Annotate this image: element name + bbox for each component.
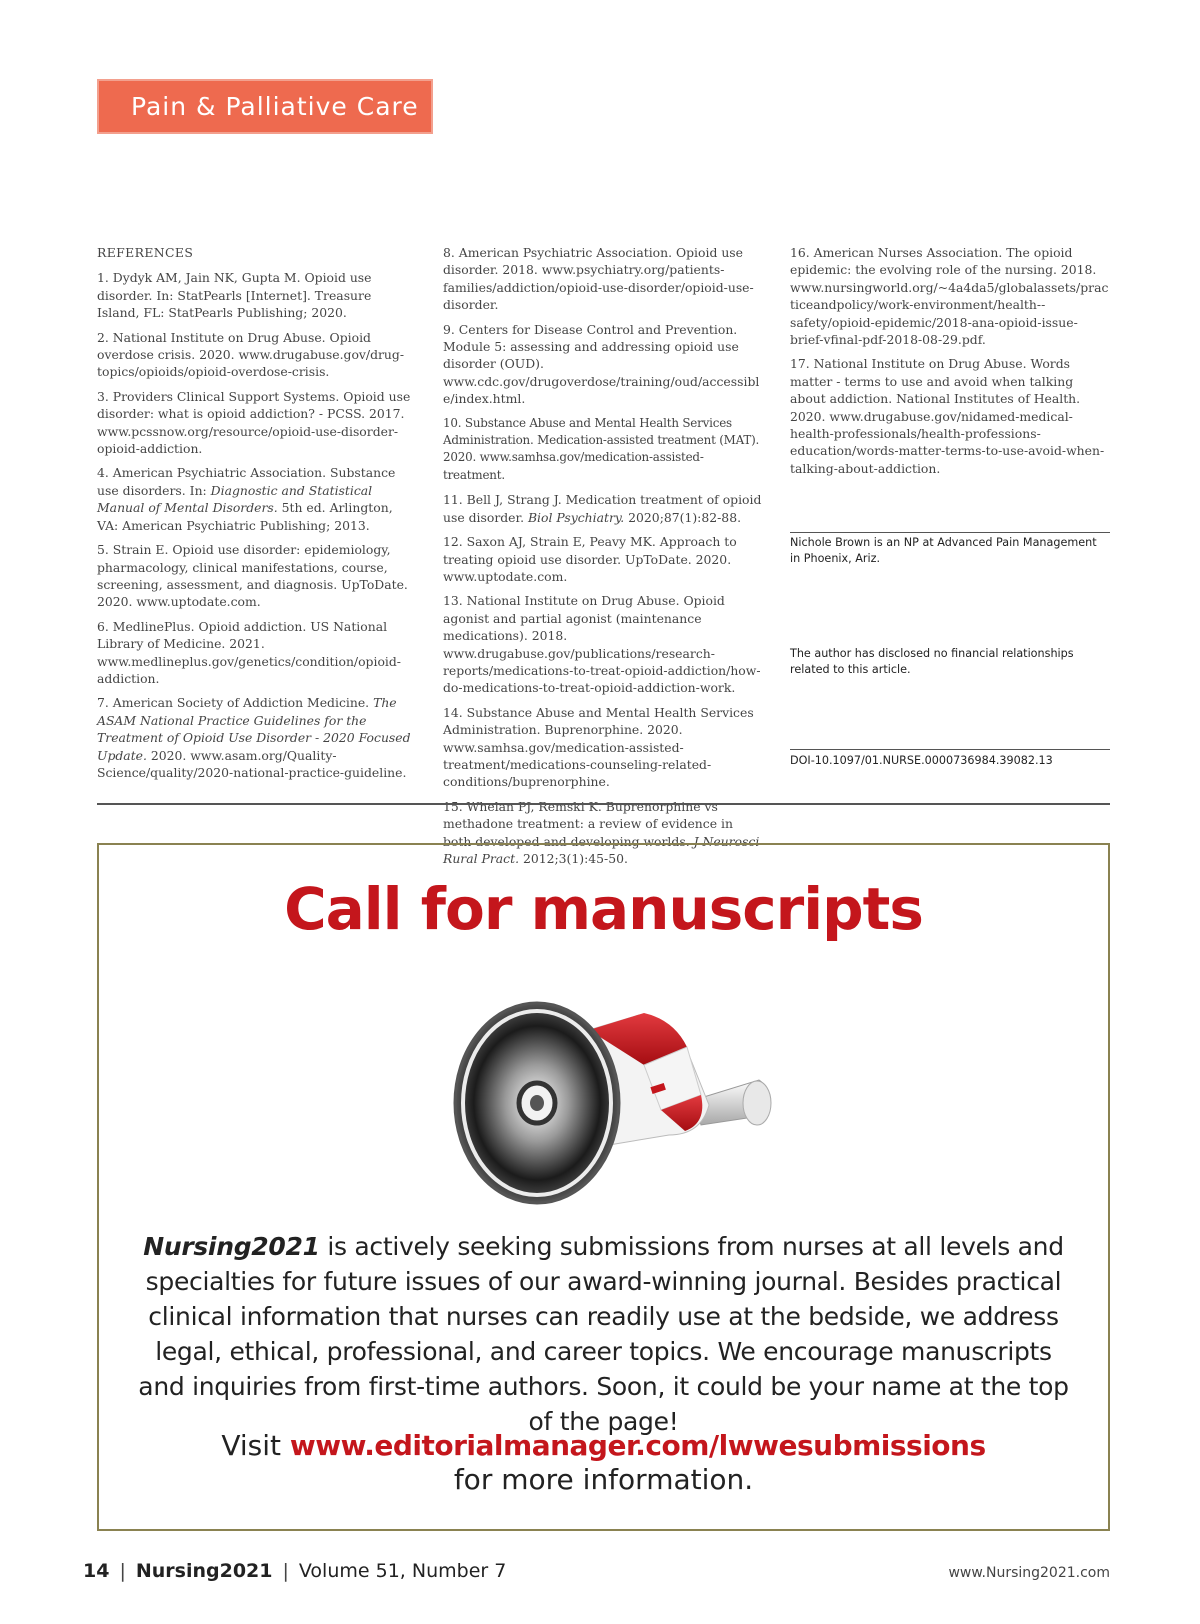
reference-13: 13. National Institute on Drug Abuse. Opioid agonist and partial agonist (maintenance medications). 2018. www.drugabuse.gov/publications/research-reports/medications-to-treat-opioid-addiction/how-do-medications-to-treat-opioid-addiction-work. — [443, 593, 761, 696]
author-note-rule — [790, 532, 1110, 533]
section-divider — [97, 803, 1110, 805]
visit-line: Visit www.editorialmanager.com/lwwesubmissions for more information. — [221, 1429, 986, 1496]
reference-8: 8. American Psychiatric Association. Opioid use disorder. 2018. www.psychiatry.org/patients-families/addiction/opioid-use-disorder/opioid-use-disorder. — [443, 245, 754, 313]
reference-15: 15. Whelan PJ, Remski K. Buprenorphine vs methadone treatment: a review of evidence in both developed and developing worlds. J Neurosci Rural Pract. 2012;3(1):45-50. — [443, 798, 760, 866]
reference-11: 11. Bell J, Strang J. Medication treatment of opioid use disorder. Biol Psychiatry. 2020;87(1):82-88. — [443, 492, 762, 525]
page-number: 14 — [83, 1560, 110, 1582]
references-column-2 — [443, 244, 765, 874]
reference-6: 6. MedlinePlus. Opioid addiction. US National Library of Medicine. 2021. www.medlineplus.gov/genetics/condition/opioid-addiction. — [97, 618, 401, 686]
footer-issue: Volume 51, Number 7 — [298, 1560, 507, 1582]
author-note: Nichole Brown is an NP at Advanced Pain Management in Phoenix, Ariz. — [790, 536, 1097, 565]
reference-4: 4. American Psychiatric Association. Substance use disorders. In: Diagnostic and Statistical Manual of Mental Disorders. 5th ed. Arlington, VA: American Psychiatric Publishing; 2013. — [97, 465, 396, 533]
reference-7: 7. American Society of Addiction Medicine. The ASAM National Practice Guidelines for the Treatment of Opioid Use Disorder - 2020 Focused Update. 2020. www.asam.org/Quality-Science/quality/2020-national-practice-guideline. — [97, 695, 411, 780]
page-footer — [83, 1560, 506, 1582]
reference-9: 9. Centers for Disease Control and Prevention. Module 5: assessing and addressing opioid use disorder (OUD). www.cdc.gov/drugoverdose/training/oud/accessible/index.html. — [443, 321, 760, 407]
references-heading: REFERENCES — [97, 245, 194, 260]
call-for-manuscripts-body: Nursing2021 is actively seeking submissions from nurses at all levels and specialties for future issues of our award-winning journal. Besides practical clinical information that nurses can readily use at the bedside, we address legal, ethical, professional, and career topics. We encourage manuscripts and inquiries from first-time authors. Soon, it could be your name at the top of the page! — [138, 1232, 1069, 1436]
reference-2: 2. National Institute on Drug Abuse. Opioid overdose crisis. 2020. www.drugabuse.gov/drug-topics/opioids/opioid-overdose-crisis. — [97, 329, 405, 380]
footer-journal: Nursing2021 — [135, 1560, 273, 1582]
reference-14: 14. Substance Abuse and Mental Health Services Administration. Buprenorphine. 2020. www.samhsa.gov/medication-assisted-treatment/medications-counseling-related-conditions/buprenorphine. — [443, 704, 754, 790]
footer-separator: | — [119, 1560, 126, 1582]
reference-1: 1. Dydyk AM, Jain NK, Gupta M. Opioid use disorder. In: StatPearls [Internet]. Treasure Island, FL: StatPearls Publishing; 2020. — [97, 270, 372, 321]
doi-rule — [790, 749, 1110, 750]
submission-link[interactable]: www.editorialmanager.com/lwwesubmissions — [289, 1429, 986, 1462]
megaphone-icon — [439, 985, 779, 1205]
references-column-3 — [790, 244, 1110, 484]
reference-3: 3. Providers Clinical Support Systems. Opioid use disorder: what is opioid addiction? - PCSS. 2017. www.pcssnow.org/resource/opioid-use-disorder-opioid-addiction. — [97, 388, 411, 457]
reference-12: 12. Saxon AJ, Strain E, Peavy MK. Approach to treating opioid use disorder. UpToDate. 2020. www.uptodate.com. — [443, 534, 737, 584]
call-for-manuscripts-ad — [97, 843, 1110, 1531]
journal-name: Nursing2021 — [143, 1232, 320, 1261]
footer-website[interactable]: www.Nursing2021.com — [948, 1565, 1110, 1581]
reference-10: 10. Substance Abuse and Mental Health Services Administration. Medication-assisted treatment (MAT). 2020. www.samhsa.gov/medication-assisted-treatment. — [443, 415, 760, 482]
references-column-1 — [97, 244, 417, 788]
footer-separator: | — [282, 1560, 289, 1582]
reference-17: 17. National Institute on Drug Abuse. Words matter - terms to use and avoid when talking about addiction. National Institutes of Health. 2020. www.drugabuse.gov/nidamed-medical-health-professionals/health-professions-education/words-matter-terms-to-use-avoid-when-talking-about-addiction. — [790, 356, 1105, 476]
reference-5: 5. Strain E. Opioid use disorder: epidemiology, pharmacology, clinical manifestations, course, screening, assessment, and diagnosis. UpToDate. 2020. www.uptodate.com. — [97, 542, 408, 610]
disclosure-note: The author has disclosed no financial relationships related to this article. — [790, 647, 1074, 676]
reference-16: 16. American Nurses Association. The opioid epidemic: the evolving role of the nursing. 2018. www.nursingworld.org/~4a4da5/globalassets/practiceandpolicy/work-environment/health--safety/opioid-epidemic/2018-ana-opioid-issue-brief-vfinal-pdf-2018-08-29.pdf. — [790, 245, 1109, 348]
call-for-manuscripts-title: Call for manuscripts — [284, 875, 923, 943]
doi: DOI-10.1097/01.NURSE.0000736984.39082.13 — [790, 754, 1053, 767]
section-tag: Pain & Palliative Care — [97, 79, 433, 134]
